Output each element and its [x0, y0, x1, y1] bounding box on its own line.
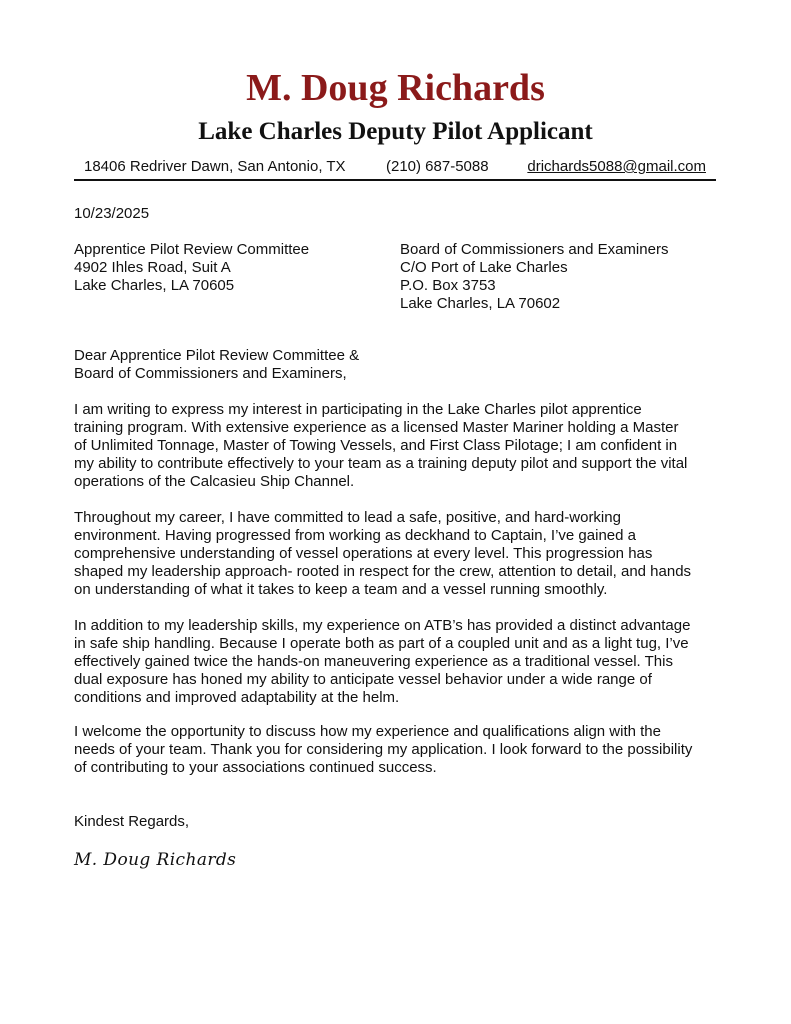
signature: M. Doug Richards: [74, 850, 237, 870]
recipient-left-line: Apprentice Pilot Review Committee: [74, 241, 310, 258]
recipient-left: [74, 241, 309, 295]
paragraph-line: dual exposure has honed my ability to anticipate vessel behavior under a wide range of: [74, 671, 652, 688]
contact-email-link[interactable]: drichards5088@gmail.com: [527, 158, 706, 175]
applicant-title: Lake Charles Deputy Pilot Applicant: [198, 118, 593, 145]
paragraph-line: needs of your team. Thank you for considering my application. I look forward to the possibility: [74, 741, 693, 758]
paragraph-line: of Unlimited Tonnage, Master of Towing Vessels, and First Class Pilotage; I am confident in: [74, 437, 678, 454]
salutation: [74, 347, 724, 383]
contact-line: [74, 157, 716, 177]
letter-date: 10/23/2025: [74, 205, 150, 222]
recipient-right-line: Board of Commissioners and Examiners: [400, 241, 669, 258]
recipient-right-line: Lake Charles, LA 70602: [400, 295, 561, 312]
paragraph-line: I welcome the opportunity to discuss how my experience and qualifications align with the: [74, 723, 661, 740]
paragraph-line: Throughout my career, I have committed to lead a safe, positive, and hard-working: [74, 509, 621, 526]
paragraph-line: of contributing to your associations continued success.: [74, 759, 437, 776]
recipient-left-line: Lake Charles, LA 70605: [74, 277, 235, 294]
paragraph-line: shaped my leadership approach- rooted in respect for the crew, attention to detail, and hands: [74, 563, 692, 580]
paragraph-line: my ability to contribute effectively to your team as a training deputy pilot and support the vital: [74, 455, 688, 472]
body-paragraph-4: [74, 723, 724, 777]
salutation-line: Board of Commissioners and Examiners,: [74, 365, 347, 382]
closing: Kindest Regards,: [74, 813, 190, 830]
paragraph-line: I am writing to express my interest in participating in the Lake Charles pilot apprentice: [74, 401, 642, 418]
paragraph-line: on understanding of what it takes to keep a team and a vessel running smoothly.: [74, 581, 608, 598]
contact-address: 18406 Redriver Dawn, San Antonio, TX: [84, 158, 346, 175]
paragraph-line: conditions and improved adaptability at the helm.: [74, 689, 400, 706]
paragraph-line: training program. With extensive experience as a licensed Master Mariner holding a Master: [74, 419, 679, 436]
recipient-left-line: 4902 Ihles Road, Suit A: [74, 259, 231, 276]
recipient-right-line: P.O. Box 3753: [400, 277, 496, 294]
paragraph-line: In addition to my leadership skills, my experience on ATB’s has provided a distinct advantage: [74, 617, 691, 634]
paragraph-line: comprehensive understanding of vessel operations at every level. This progression has: [74, 545, 653, 562]
paragraph-line: effectively gained twice the hands-on maneuvering experience as a traditional vessel. This: [74, 653, 673, 670]
recipient-right: [400, 241, 668, 313]
body-paragraph-3: [74, 617, 724, 707]
recipient-right-line: C/O Port of Lake Charles: [400, 259, 568, 276]
paragraph-line: environment. Having progressed from working as deckhand to Captain, I’ve gained a: [74, 527, 636, 544]
paragraph-line: in safe ship handling. Because I operate both as part of a coupled unit and as a light tug, I’ve: [74, 635, 689, 652]
paragraph-line: operations of the Calcasieu Ship Channel.: [74, 473, 355, 490]
applicant-name: M. Doug Richards: [246, 67, 545, 109]
body-paragraph-2: [74, 509, 724, 599]
header-divider: [74, 179, 716, 181]
body-paragraph-1: [74, 401, 724, 491]
contact-phone: (210) 687-5088: [386, 158, 489, 175]
salutation-line: Dear Apprentice Pilot Review Committee &: [74, 347, 360, 364]
